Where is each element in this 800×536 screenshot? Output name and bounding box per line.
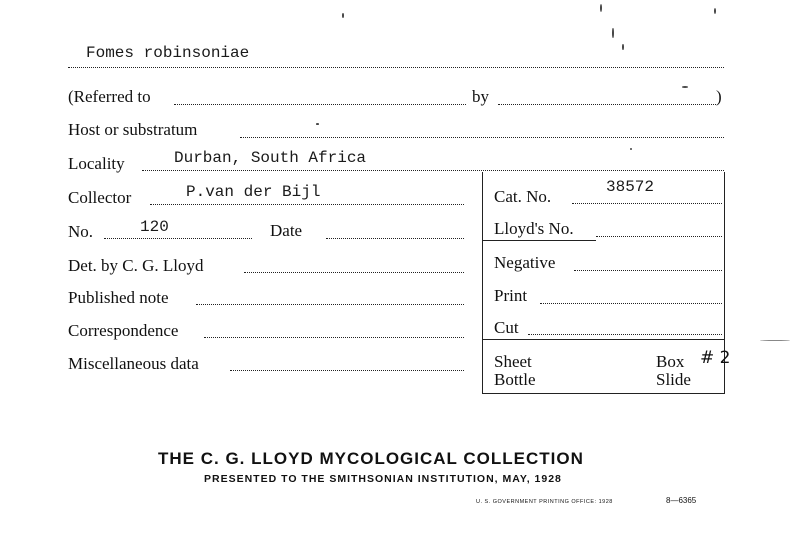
cat-no-value: 38572 <box>606 178 655 196</box>
collector-value: P.van der Bijl <box>186 183 321 201</box>
locality-line <box>142 170 724 171</box>
lloyds-no-line <box>596 236 722 237</box>
det-label: Det. by C. G. Lloyd <box>68 256 204 275</box>
print-line <box>540 303 722 304</box>
locality-value: Durban, South Africa <box>174 149 367 167</box>
box-divider <box>482 339 724 340</box>
host-line <box>240 137 724 138</box>
bottle-label: Bottle <box>494 370 536 389</box>
published-note-line <box>196 304 464 305</box>
referred-to-label: (Referred to <box>68 87 151 106</box>
print-label: Print <box>494 286 528 305</box>
negative-label: Negative <box>494 253 556 272</box>
correspondence-line <box>204 337 464 338</box>
box-label: Box <box>656 352 685 371</box>
by-label: by <box>472 87 489 106</box>
box-left-border <box>482 172 483 394</box>
lloyds-underline <box>482 240 596 241</box>
box-value: # 2 <box>700 348 731 368</box>
host-label: Host or substratum <box>68 120 198 139</box>
lloyds-no-label: Lloyd's No. <box>494 219 574 238</box>
close-paren: ) <box>716 87 722 106</box>
collector-label: Collector <box>68 188 132 207</box>
printer-line: U. S. GOVERNMENT PRINTING OFFICE: 1928 <box>476 499 613 505</box>
correspondence-label: Correspondence <box>68 321 179 340</box>
referred-to-line <box>174 104 466 105</box>
misc-data-line <box>230 370 464 371</box>
locality-label: Locality <box>68 154 125 173</box>
cat-no-line <box>572 203 722 204</box>
no-line <box>104 238 252 239</box>
det-line <box>244 272 464 273</box>
collection-subtitle: PRESENTED TO THE SMITHSONIAN INSTITUTION, MAY, 1928 <box>204 473 562 485</box>
species-line <box>68 67 724 68</box>
no-label: No. <box>68 222 94 241</box>
box-bottom-border <box>482 393 724 394</box>
collection-title: THE C. G. LLOYD MYCOLOGICAL COLLECTION <box>158 449 584 468</box>
date-line <box>326 238 464 239</box>
collector-line <box>150 204 464 205</box>
cut-label: Cut <box>494 318 519 337</box>
misc-data-label: Miscellaneous data <box>68 354 199 373</box>
slide-label: Slide <box>656 370 691 389</box>
no-value: 120 <box>140 218 169 236</box>
cut-line <box>528 334 722 335</box>
form-code: 8—6365 <box>666 496 697 505</box>
species-name: Fomes robinsoniae <box>86 44 250 62</box>
negative-line <box>574 270 722 271</box>
published-note-label: Published note <box>68 288 169 307</box>
date-label: Date <box>270 221 303 240</box>
sheet-label: Sheet <box>494 352 532 371</box>
by-line <box>498 104 716 105</box>
cat-no-label: Cat. No. <box>494 187 552 206</box>
